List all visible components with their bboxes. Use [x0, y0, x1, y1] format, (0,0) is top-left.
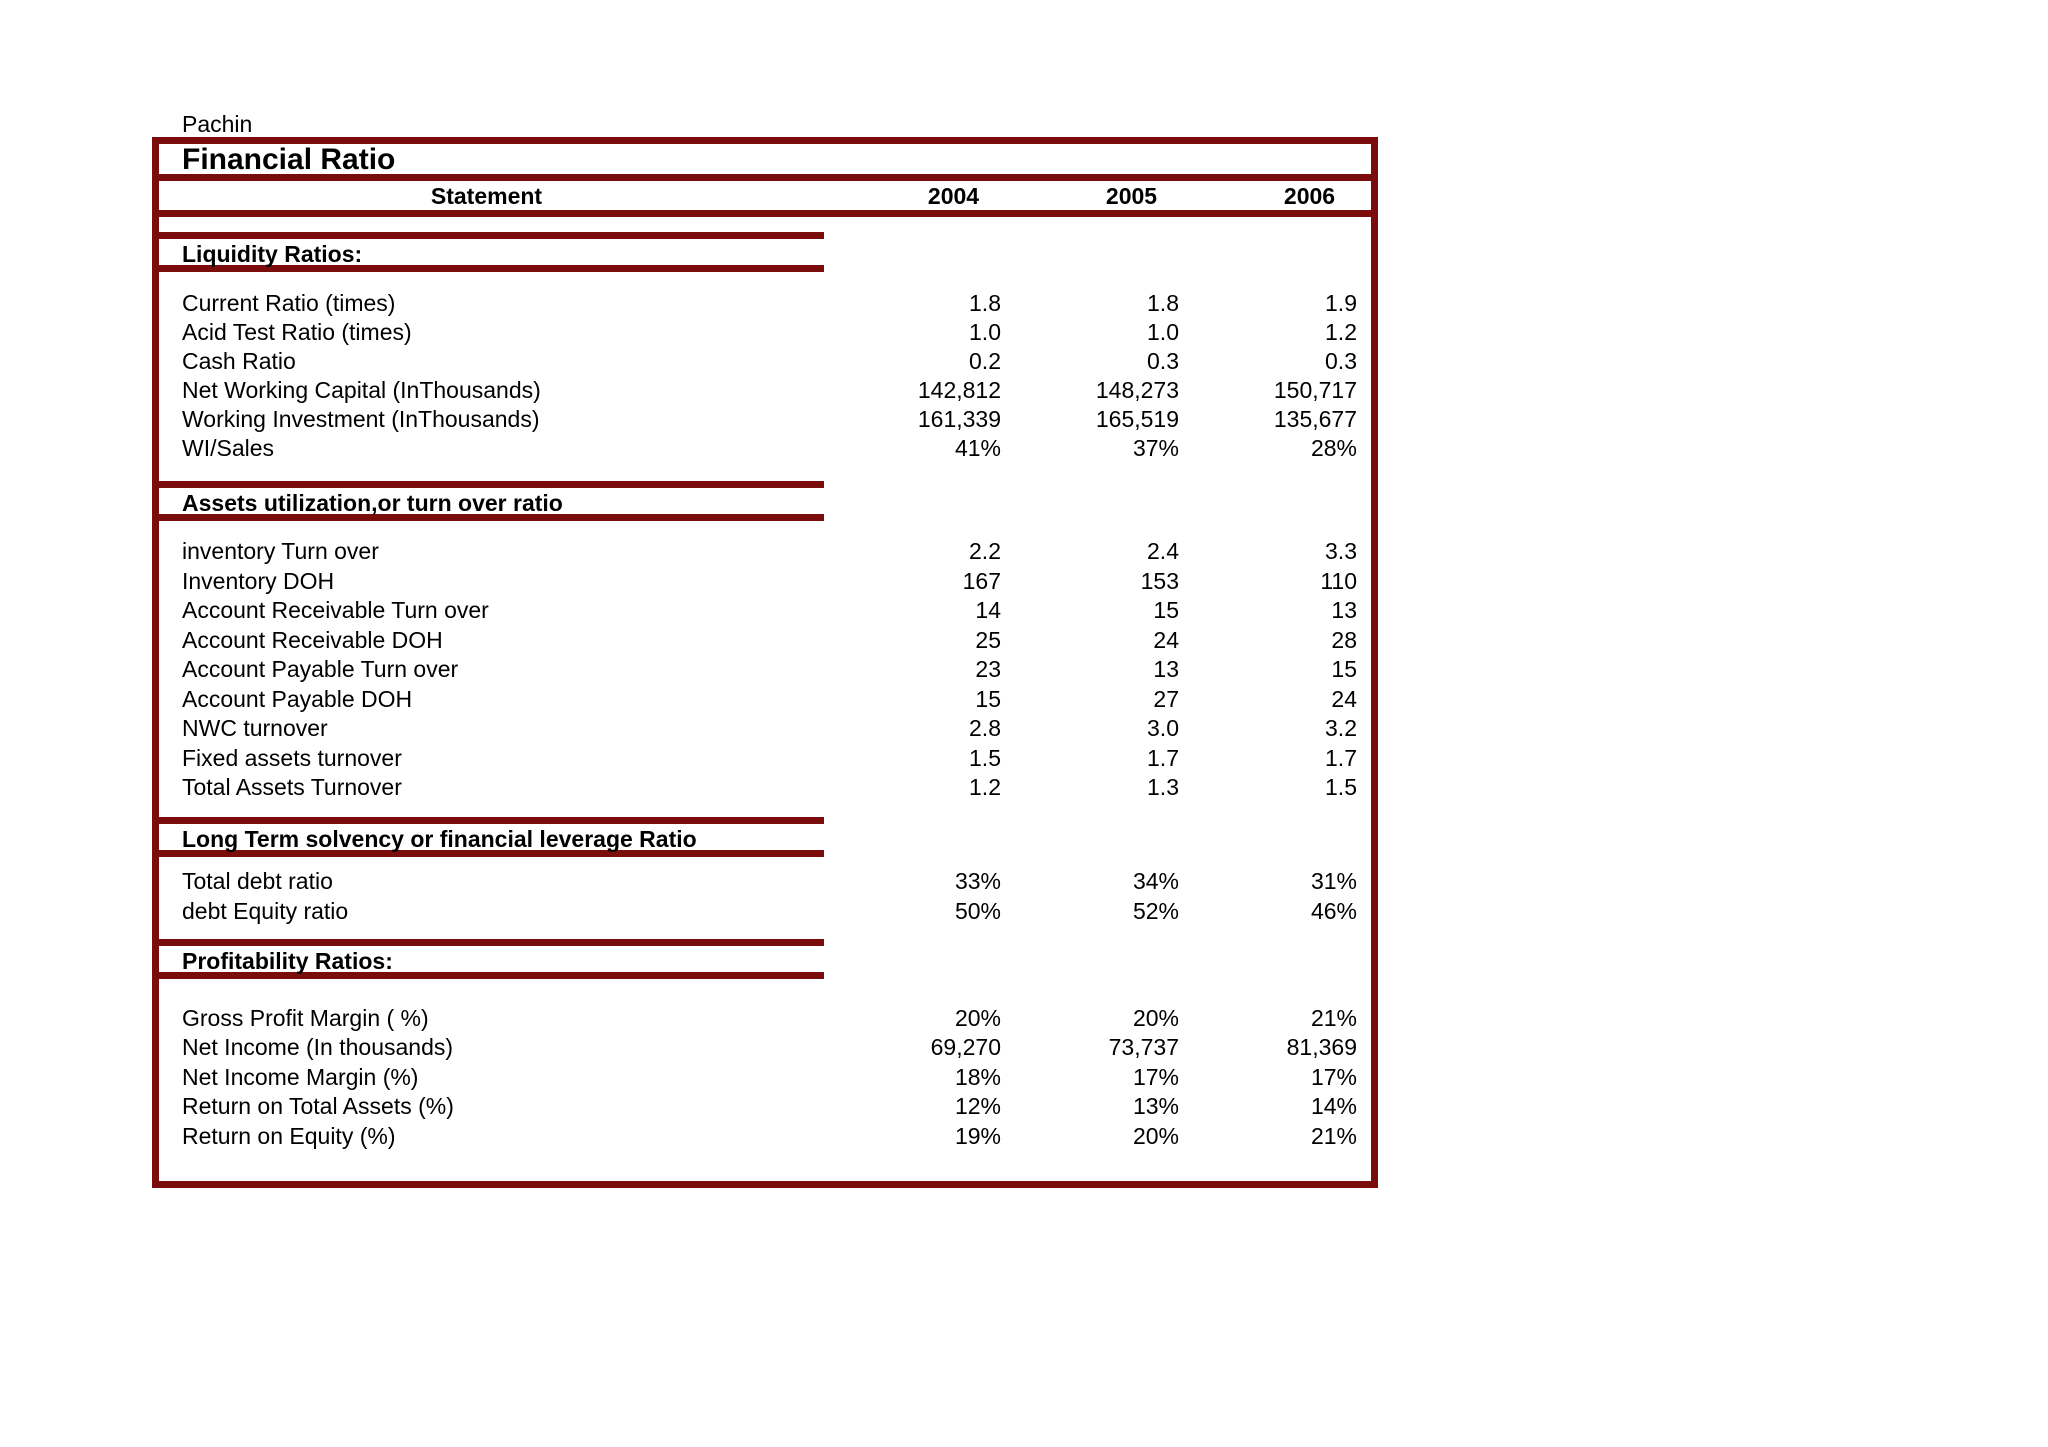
value-2006: 31% [1310, 868, 1357, 894]
value-2006: 135,677 [1273, 406, 1357, 432]
row-label: debt Equity ratio [182, 898, 349, 924]
row-label: Acid Test Ratio (times) [182, 319, 412, 345]
value-2006: 1.2 [1325, 319, 1357, 345]
table-row [159, 537, 1371, 566]
value-2006: 81,369 [1286, 1034, 1357, 1060]
row-label: NWC turnover [182, 715, 328, 741]
table-row [159, 567, 1371, 596]
value-2006: 13 [1331, 597, 1357, 623]
section-header-long-term-solvency [159, 817, 824, 857]
value-2005: 17% [1132, 1064, 1179, 1090]
table-row [159, 289, 1371, 318]
value-2005: 148,273 [1095, 377, 1179, 403]
section-header-profitability [159, 939, 824, 979]
row-label: Net Income Margin (%) [182, 1064, 419, 1090]
value-2006: 24 [1331, 686, 1357, 712]
table-row [159, 434, 1371, 463]
value-2006: 3.2 [1325, 715, 1357, 741]
value-2004: 15 [975, 686, 1001, 712]
value-2005: 13% [1132, 1093, 1179, 1119]
value-2006: 46% [1310, 898, 1357, 924]
value-2005: 52% [1132, 898, 1179, 924]
value-2006: 17% [1310, 1064, 1357, 1090]
section-label: Assets utilization,or turn over ratio [182, 490, 563, 516]
value-2005: 1.3 [1147, 774, 1179, 800]
value-2004: 23 [975, 656, 1001, 682]
value-2005: 13 [1153, 656, 1179, 682]
value-2004: 1.8 [969, 290, 1001, 316]
section-header-liquidity [159, 232, 824, 272]
table-row [159, 714, 1371, 743]
table-row [159, 685, 1371, 714]
title-bar [159, 144, 1371, 181]
row-label: inventory Turn over [182, 538, 379, 564]
value-2004: 14 [975, 597, 1001, 623]
value-2006: 21% [1310, 1123, 1357, 1149]
table-row [159, 897, 1371, 926]
value-2005: 20% [1132, 1123, 1179, 1149]
value-2005: 153 [1140, 568, 1179, 594]
value-2004: 41% [954, 435, 1001, 461]
row-label: Current Ratio (times) [182, 290, 396, 316]
row-label: Net Working Capital (InThousands) [182, 377, 541, 403]
table-row [159, 347, 1371, 376]
value-2006: 28 [1331, 627, 1357, 653]
table-row [159, 655, 1371, 684]
value-2005: 37% [1132, 435, 1179, 461]
table-row [159, 867, 1371, 896]
header-year-2004: 2004 [927, 183, 980, 209]
value-2004: 19% [954, 1123, 1001, 1149]
table-row [159, 318, 1371, 347]
table-row [159, 1063, 1371, 1092]
section-label: Liquidity Ratios: [182, 241, 363, 267]
value-2004: 69,270 [930, 1034, 1001, 1060]
company-name: Pachin [182, 111, 253, 137]
row-label: Account Payable DOH [182, 686, 413, 712]
value-2004: 161,339 [917, 406, 1001, 432]
value-2005: 2.4 [1147, 538, 1179, 564]
row-label: Inventory DOH [182, 568, 335, 594]
value-2004: 1.5 [969, 745, 1001, 771]
value-2005: 1.0 [1147, 319, 1179, 345]
financial-ratio-table [152, 137, 1378, 1188]
value-2004: 20% [954, 1005, 1001, 1031]
header-year-2005: 2005 [1105, 183, 1158, 209]
row-label: Account Receivable DOH [182, 627, 443, 653]
value-2004: 18% [954, 1064, 1001, 1090]
value-2006: 14% [1310, 1093, 1357, 1119]
value-2005: 73,737 [1108, 1034, 1179, 1060]
value-2006: 0.3 [1325, 348, 1357, 374]
row-label: Working Investment (InThousands) [182, 406, 540, 432]
value-2006: 150,717 [1273, 377, 1357, 403]
value-2004: 0.2 [969, 348, 1001, 374]
section-label: Long Term solvency or financial leverage Ratio [182, 826, 697, 852]
row-label: Gross Profit Margin ( %) [182, 1005, 429, 1031]
row-label: Net Income (In thousands) [182, 1034, 454, 1060]
value-2004: 25 [975, 627, 1001, 653]
value-2004: 12% [954, 1093, 1001, 1119]
value-2004: 167 [962, 568, 1001, 594]
table-row [159, 744, 1371, 773]
table-row [159, 773, 1371, 802]
value-2004: 50% [954, 898, 1001, 924]
column-header-row [159, 181, 1371, 217]
value-2005: 15 [1153, 597, 1179, 623]
table-row [159, 1122, 1371, 1151]
value-2005: 3.0 [1147, 715, 1179, 741]
table-row [159, 405, 1371, 434]
row-label: Return on Equity (%) [182, 1123, 396, 1149]
table-row [159, 376, 1371, 405]
row-label: Total debt ratio [182, 868, 333, 894]
value-2006: 21% [1310, 1005, 1357, 1031]
value-2005: 34% [1132, 868, 1179, 894]
value-2006: 28% [1310, 435, 1357, 461]
row-label: Return on Total Assets (%) [182, 1093, 454, 1119]
row-label: Account Receivable Turn over [182, 597, 489, 623]
value-2005: 20% [1132, 1005, 1179, 1031]
value-2004: 2.2 [969, 538, 1001, 564]
value-2005: 165,519 [1095, 406, 1179, 432]
row-label: WI/Sales [182, 435, 275, 461]
value-2006: 110 [1320, 568, 1357, 594]
row-label: Account Payable Turn over [182, 656, 459, 682]
value-2006: 1.7 [1325, 745, 1357, 771]
header-year-2006: 2006 [1283, 183, 1336, 209]
table-row [159, 596, 1371, 625]
table-row [159, 1092, 1371, 1121]
value-2006: 1.5 [1325, 774, 1357, 800]
row-label: Cash Ratio [182, 348, 296, 374]
value-2005: 1.8 [1147, 290, 1179, 316]
row-label: Total Assets Turnover [182, 774, 402, 800]
value-2004: 2.8 [969, 715, 1001, 741]
row-label: Fixed assets turnover [182, 745, 402, 771]
header-statement: Statement [430, 183, 543, 209]
value-2006: 1.9 [1325, 290, 1357, 316]
table-row [159, 1033, 1371, 1062]
table-row [159, 626, 1371, 655]
table-title: Financial Ratio [182, 143, 396, 176]
table-row [159, 1004, 1371, 1033]
value-2005: 24 [1153, 627, 1179, 653]
section-header-assets-utilization [159, 481, 824, 521]
section-label: Profitability Ratios: [182, 948, 393, 974]
value-2005: 27 [1153, 686, 1179, 712]
value-2004: 142,812 [917, 377, 1001, 403]
value-2005: 0.3 [1147, 348, 1179, 374]
value-2004: 33% [954, 868, 1001, 894]
value-2006: 15 [1331, 656, 1357, 682]
value-2006: 3.3 [1325, 538, 1357, 564]
value-2004: 1.2 [969, 774, 1001, 800]
value-2004: 1.0 [969, 319, 1001, 345]
value-2005: 1.7 [1147, 745, 1179, 771]
